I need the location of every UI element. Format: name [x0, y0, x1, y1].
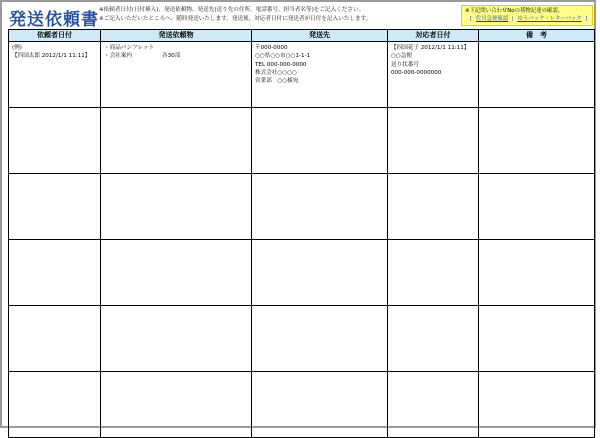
cell-destination[interactable] — [252, 108, 388, 174]
bracket-open: [ — [470, 16, 473, 22]
sagawa-tracking-link[interactable]: 佐川急便確認 — [475, 16, 509, 22]
destination-address: ○○県○○市○○1-1-1 — [255, 53, 311, 60]
header-destination: 発送先 — [252, 30, 388, 42]
handler-tracking-number: 000-000-0000000 — [391, 69, 442, 76]
cell-shipment-items[interactable] — [101, 306, 252, 372]
header-shipment-items: 発送依頼物 — [101, 30, 252, 42]
cell-shipment-items[interactable] — [101, 240, 252, 306]
cell-remarks[interactable] — [479, 174, 595, 240]
cell-requester-date[interactable] — [9, 42, 101, 108]
cell-handler-date[interactable] — [388, 306, 479, 372]
cell-remarks[interactable] — [479, 108, 595, 174]
handler-carrier: ○○急便 — [391, 53, 412, 60]
tracking-notice-box — [461, 5, 593, 26]
destination-company: 株式会社○○○○ — [255, 69, 297, 76]
cell-requester-date[interactable] — [9, 306, 101, 372]
header-requester-date: 依頼者日付 — [9, 30, 101, 42]
tracking-links — [465, 15, 589, 23]
table-row — [9, 240, 595, 306]
cell-shipment-items[interactable] — [101, 108, 252, 174]
cell-requester-date[interactable] — [9, 372, 101, 438]
destination-postal: 〒000-0000 — [255, 45, 288, 51]
header-handler-date: 対応者日付 — [388, 30, 479, 42]
item-company-profile: ・会社案内 各30部 — [104, 53, 181, 60]
instructions — [99, 6, 371, 24]
cell-shipment-items[interactable] — [101, 42, 252, 108]
table-header-row — [9, 30, 595, 42]
cell-shipment-items[interactable] — [101, 372, 252, 438]
handler-entry: 【四国花子 2012/1/1 11:11】 — [391, 45, 470, 51]
cell-destination[interactable] — [252, 306, 388, 372]
cell-remarks[interactable] — [479, 240, 595, 306]
example-label: (例) — [12, 45, 22, 51]
link-separator: | — [511, 16, 514, 22]
shipping-request-table — [8, 29, 595, 438]
instruction-line-2: ※ご記入いただいたところへ、随時発送いたします。発送後、対応者日付に発送者が日付を記入いたします。 — [99, 16, 372, 22]
item-quantity: 各30部 — [161, 53, 181, 60]
cell-requester-date[interactable] — [9, 108, 101, 174]
header-remarks: 備 考 — [479, 30, 595, 42]
bracket-close: ] — [585, 16, 588, 22]
cell-remarks[interactable] — [479, 42, 595, 108]
tracking-notice-text: ※下記問い合わせNoの荷物記達の確認。 — [465, 8, 564, 14]
cell-handler-date[interactable] — [388, 240, 479, 306]
cell-handler-date[interactable] — [388, 174, 479, 240]
table-row — [9, 108, 595, 174]
requester-entry: 【四国太郎 2012/1/1 11:11】 — [12, 53, 91, 60]
destination-tel: TEL 000-000-0000 — [255, 61, 307, 68]
handler-tracking-label: 送り状番号 — [391, 61, 419, 68]
page-title: 発送依頼書 — [9, 10, 99, 30]
cell-shipment-items[interactable] — [101, 174, 252, 240]
cell-handler-date[interactable] — [388, 42, 479, 108]
cell-remarks[interactable] — [479, 372, 595, 438]
instruction-line-1: ※依頼者日付(日付挿入)、発送依頼物、発送先(送り先の住所、電話番号、担当者名等)をご記入ください。 — [99, 7, 365, 13]
cell-requester-date[interactable] — [9, 240, 101, 306]
cell-destination[interactable] — [252, 240, 388, 306]
table-row — [9, 372, 595, 438]
cell-remarks[interactable] — [479, 306, 595, 372]
cell-destination[interactable] — [252, 174, 388, 240]
yupack-tracking-link[interactable]: ゆうパック・レターパック — [517, 16, 582, 22]
cell-handler-date[interactable] — [388, 372, 479, 438]
cell-handler-date[interactable] — [388, 108, 479, 174]
cell-destination[interactable] — [252, 42, 388, 108]
table-row-example — [9, 42, 595, 108]
cell-requester-date[interactable] — [9, 174, 101, 240]
cell-destination[interactable] — [252, 372, 388, 438]
table-row — [9, 174, 595, 240]
table-row — [9, 306, 595, 372]
item-brochure: ・商品パンフレット — [104, 45, 155, 51]
destination-recipient: 営業部 ○○様宛 — [255, 78, 299, 85]
